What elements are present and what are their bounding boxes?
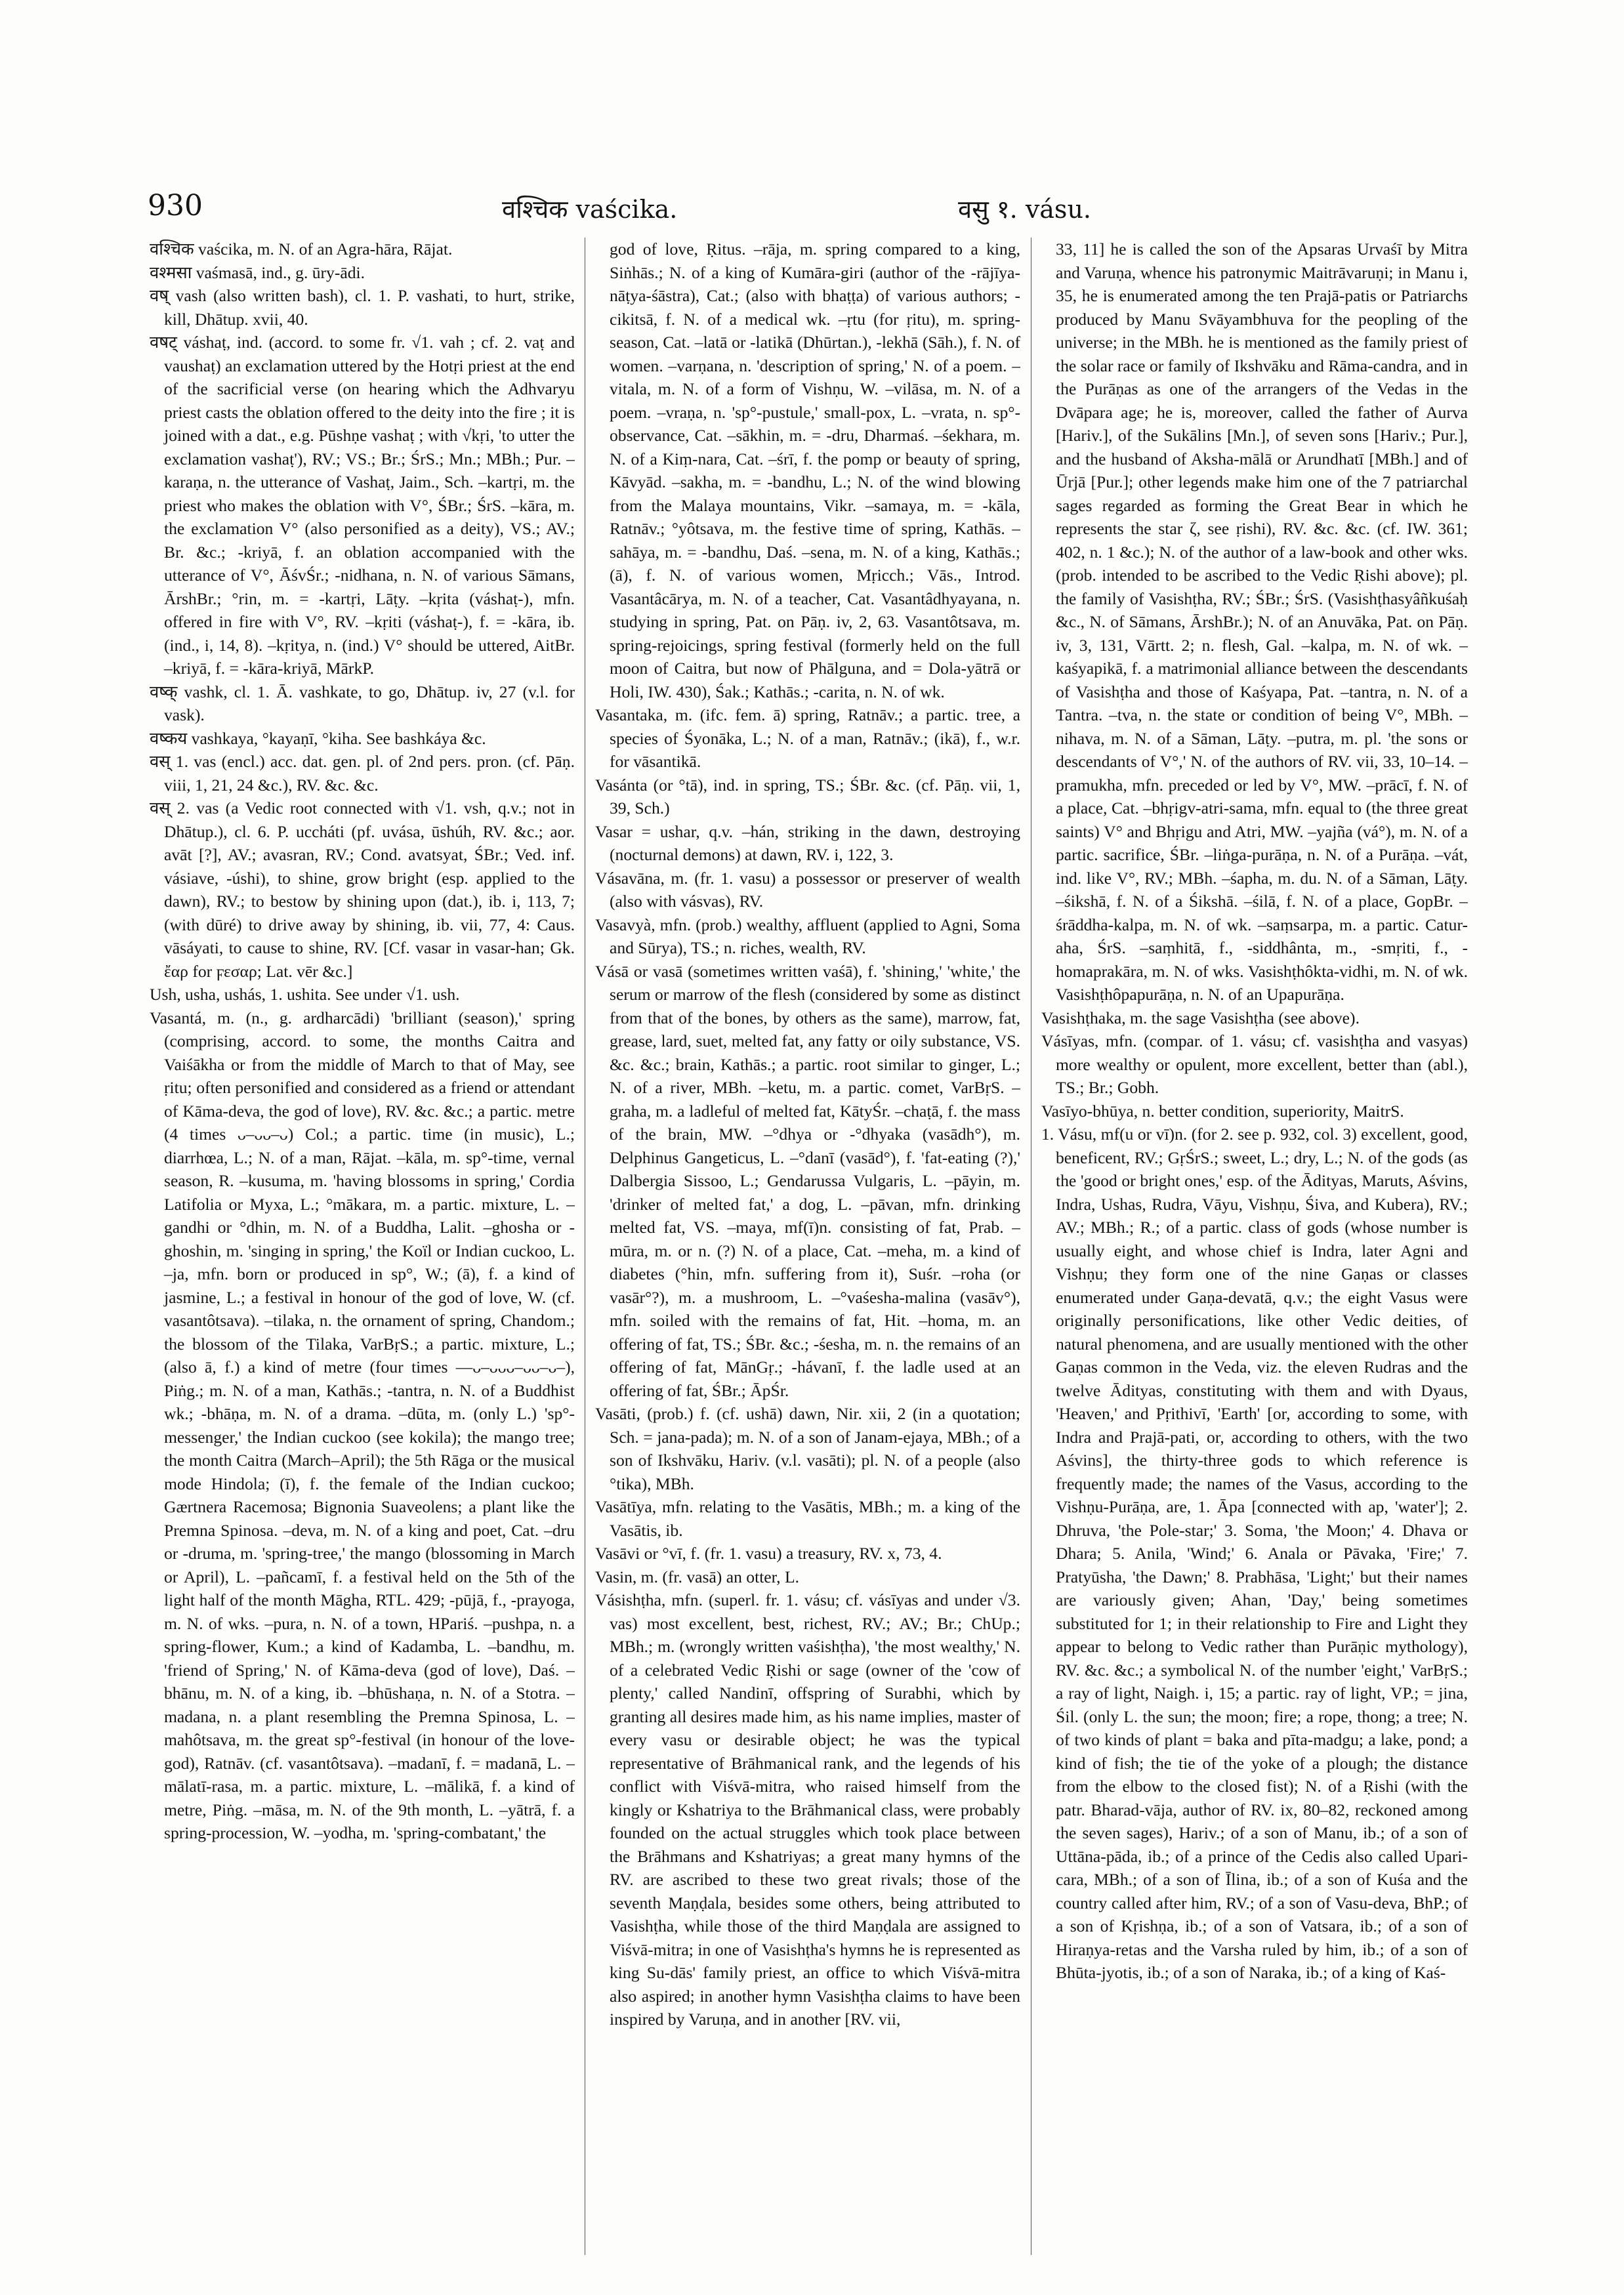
dictionary-entry: वस् 1. vas (encl.) acc. dat. gen. pl. of 2nd pers. pron. (cf. Pāṇ. viii, 1, 21, 24 &c.), RV. &c. &c. [150,752,575,795]
dictionary-entry: Ush, usha, ushás, 1. ushita. See under √1. ush. [150,985,460,1004]
dictionary-entry: 1. Vásu, mf(u or vī)n. (for 2. see p. 932, col. 3) excellent, good, beneficent, RV.; GṛŚrS.; sweet, L.; dry, L.; N. of the gods (as the 'good or bright ones,' esp. of the Ādityas, Maruts, Aśvins, Indra, Ushas, Rudra, Vāyu, Vishṇu, Śiva, and Kubera), RV.; AV.; MBh.; R.; of a partic. class of gods (whose number is usually eight, and whose chief is Indra, later Agni and Vishṇu; they form one of the nine Gaṇas or classes enumerated under Gaṇa-devatā, q.v.; the eight Vasus were originally personifications, like other Vedic deities, of natural phenomena, and are usually mentioned with the other Gaṇas common in the Veda, viz. the eleven Rudras and the twelve Ādityas, constituting with them and with Dyaus, 'Heaven,' and Pṛithivī, 'Earth' [or, according to some, with Indra and Prajā-pati, or, according to others, with the two Aśvins], the thirty-three gods to which reference is frequently made; the names of the Vasus, according to the Vishṇu-Purāṇa, are, 1. Āpa [connected with ap, 'water']; 2. Dhruva, 'the Pole-star;' 3. Soma, 'the Moon;' 4. Dhava or Dhara; 5. Anila, 'Wind;' 6. Anala or Pāvaka, 'Fire;' 7. Pratyūsha, 'the Dawn;' 8. Prabhāsa, 'Light;' but their names are variously given; Ahan, 'Day,' being sometimes substituted for 1; in their relationship to Fire and Light they appear to belong to Vedic rather than Purāṇic mythology), RV. &c. &c.; a symbolical N. of the number 'eight,' VarBṛS.; a ray of light, Naigh. i, 15; a partic. ray of light, VP.; = jina, Śil. (only L. the sun; the moon; fire; a rope, thong; a tree; N. of two kinds of plant = baka and pīta-madgu; a lake, pond; a kind of fish; the tie of the yoke of a plough; the distance from the elbow to the closed fist); N. of a Ṛishi (with the patr. Bharad-vāja, author of RV. ix, 80–82, reckoned among the seven sages), Hariv.; of a son of Manu, ib.; of a son of Uttāna-pāda, ib.; of a prince of the Cedis also called Upari-cara, MBh.; of a son of Īlina, ib.; of a son of Kuśa and the country called after him, RV.; of a son of Vasu-deva, BhP.; of a son of Kṛishṇa, ib.; of a son of Vatsara, ib.; of a son of Hiraṇya-retas and the Varsha ruled by him, ib.; of a son of Bhūta-jyotis, ib.; of a son of Naraka, ib.; of a king of Kaś- [1041,1125,1468,1982]
dictionary-entry: वषट् váshaṭ, ind. (accord. to some fr. √1. vah ; cf. 2. vaṭ and vaushaṭ) an exclamation uttered by the Hotṛi priest at the end of the sacrificial verse (on hearing which the Adhvaryu priest casts the oblation offered to the deity into the fire ; it is joined with a dat., e.g. Pūshṇe vashaṭ ; with √kṛi, 'to utter the exclamation vashaṭ'), RV.; VS.; Br.; ŚrS.; Mn.; MBh.; Pur. –karaṇa, n. the utterance of Vashaṭ, Jaim., Sch. –kartṛi, m. the priest who makes the oblation with V°, ŚBr.; ŚrS. –kāra, m. the exclamation V° (also personified as a deity), VS.; AV.; Br. &c.; -kriyā, f. an oblation accompanied with the utterance of V°, ĀśvŚr.; -nidhana, n. N. of various Sāmans, ĀrshBr.; °rin, m. = -kartṛi, Lāṭy. –kṛita (váshaṭ-), mfn. offered in fire with V°, RV. –kṛiti (váshaṭ-), f. = -kāra, ib. (ind., i, 14, 8). –kṛitya, n. (ind.) V° should be uttered, AitBr. –kriyā, f. = -kāra-kriyā, MārkP. [150,333,575,678]
page-number: 930 [148,189,203,222]
page-header [148,189,1480,228]
left-running-headword: वश्चिक vaścika. [502,195,678,224]
right-running-headword: वसु १. vásu. [958,195,1091,224]
dictionary-entry: वस् 2. vas (a Vedic root connected with √1. vsh, q.v.; not in Dhātup.), cl. 6. P. uccháti (pf. uvása, ūshúh, RV. &c.; aor. avāt [?], AV.; avasran, RV.; Cond. avatsyat, ŚBr.; Ved. inf. vásiave, -úshi), to shine, grow bright (esp. applied to the dawn), RV.; to bestow by shining upon (dat.), ib. i, 113, 7; (with dūré) to drive away by shining, ib. vii, 77, 4: Caus. vāsáyati, to cause to shine, RV. [Cf. vasar in vasar-han; Gk. ἔαρ for ϝεσαρ; Lat. vēr &c.] [150,798,575,981]
dictionary-entry: Vasánta (or °tā), ind. in spring, TS.; ŚBr. &c. (cf. Pāṇ. vii, 1, 39, Sch.) [595,775,1020,817]
dictionary-entry: Vásīyas, mfn. (compar. of 1. vásu; cf. vasishṭha and vasyas) more wealthy or opulent, more excellent, better than (abl.), TS.; Br.; Gobh. [1041,1031,1468,1097]
dictionary-entry: वश्चिक vaścika, m. N. of an Agra-hāra, Rājat. [150,239,453,258]
dictionary-entry: Vasāvi or °vī, f. (fr. 1. vasu) a treasury, RV. x, 73, 4. [595,1544,942,1563]
dictionary-entry: वष्क् vashk, cl. 1. Ā. vashkate, to go, Dhātup. iv, 27 (v.l. for vask). [150,682,575,724]
dictionary-entry: Vásā or vasā (sometimes written vaśā), f. 'shining,' 'white,' the serum or marrow of the flesh (considered by some as distinct from that of the bones, by others as the same), marrow, fat, grease, lard, suet, melted fat, any fatty or oily substance, VS. &c. &c.; brain, Kathās.; a partic. root similar to ginger, L.; N. of a river, MBh. –ketu, m. a partic. comet, VarBṛS. –graha, m. a ladleful of melted fat, KātyŚr. –chaṭā, f. the mass of the brain, MW. –°dhya or -°dhyaka (vasādh°), m. Delphinus Gangeticus, L. –°danī (vasād°), f. 'fat-eating (?),' Dalbergia Sissoo, L.; Gendarussa Vulgaris, L. –pāyin, m. 'drinker of melted fat,' a dog, L. –pāvan, mfn. drinking melted fat, VS. –maya, mf(ī)n. consisting of fat, Prab. –mūra, m. or n. (?) N. of a place, Cat. –meha, m. a kind of diabetes (°hin, mfn. suffering from it), Suśr. –roha (or vasār°?), m. a mushroom, L. –°vaśesha-malina (vasāv°), mfn. soiled with the remains of fat, Hit. –homa, m. an offering of fat, TS.; ŚBr. &c.; -śesha, m. n. the remains of an offering of fat, MānGṛ.; -hávanī, f. the ladle used at an offering of fat, ŚBr.; ĀpŚr. [595,961,1020,1400]
dictionary-entry: Vasin, m. (fr. vasā) an otter, L. [595,1567,799,1586]
dictionary-entry: Vasantaka, m. (ifc. fem. ā) spring, Ratnāv.; a partic. tree, a species of Śyonāka, L.; N. of a man, Ratnāv.; (ikā), f., w.r. for vāsantikā. [595,705,1020,771]
dictionary-entry: Vasishṭhaka, m. the sage Vasishṭha (see above). [1041,1008,1360,1027]
column-3 [1041,238,1468,2255]
dictionary-entry: Vasīyo-bhūya, n. better condition, superiority, MaitrS. [1041,1101,1404,1121]
dictionary-entry: Vásishṭha, mfn. (superl. fr. 1. vásu; cf. vásīyas and under √3. vas) most excellent, best, richest, RV.; AV.; Br.; ChUp.; MBh.; m. (wrongly written vaśishṭha), 'the most wealthy,' N. of a celebrated Vedic Ṛishi or sage (owner of the 'cow of plenty,' called Nandinī, offspring of Surabhi, which by granting all desires made him, as his name implies, master of every vasu or desirable object; he was the typical representative of Brāhmanical rank, and the legends of his conflict with Viśvā-mitra, who raised himself from the kingly or Kshatriya to the Brāhmanical class, were probably founded on the actual struggles which took place between the Brāhmans and Kshatriyas; a great many hymns of the RV. are ascribed to these two great rivals; those of the seventh Maṇḍala, besides some others, being attributed to Vasishṭha, while those of the third Maṇḍala are assigned to Viśvā-mitra; in one of Vasishṭha's hymns he is represented as king Su-dās' family priest, an office to which Viśvā-mitra also aspired; in another hymn Vasishṭha claims to have been inspired by Varuṇa, and in another [RV. vii, [595,1590,1020,2029]
column-1 [150,238,575,2255]
dictionary-entry: Vasar = ushar, q.v. –hán, striking in the dawn, destroying (nocturnal demons) at dawn, RV. i, 122, 3. [595,821,1020,864]
dictionary-entry: Vasātīya, mfn. relating to the Vasātis, MBh.; m. a king of the Vasātis, ib. [595,1497,1020,1540]
dictionary-entry: Vasāti, (prob.) f. (cf. ushā) dawn, Nir. xii, 2 (in a quotation; Sch. = jana-pada); m. N. of a son of Janam-ejaya, MBh.; of a son of Ikshvāku, Hariv. (v.l. vasāti); pl. N. of a people (also °tika), MBh. [595,1404,1020,1493]
dictionary-entry: Vasavyà, mfn. (prob.) wealthy, affluent (applied to Agni, Soma and Sūrya), TS.; n. riches, wealth, RV. [595,915,1020,957]
column-2 [595,238,1020,2255]
dictionary-entry: वष् vash (also written bash), cl. 1. P. vashati, to hurt, strike, kill, Dhātup. xvii, 40. [150,286,575,329]
dictionary-entry: वष्कय vashkaya, °kayaṇī, °kiha. See bashkáya &c. [150,728,486,748]
dictionary-entry-continued: 33, 11] he is called the son of the Apsaras Urvaśī by Mitra and Varuṇa, whence his patronymic Maitrāvaruṇi; in Manu i, 35, he is enumerated among the ten Prajā-patis or Patriarchs produced by Manu Svāyambhuva for the peopling of the universe; in the MBh. he is mentioned as the family priest of the solar race or family of Ikshvāku and Rāma-candra, and in the Purāṇas as one of the arrangers of the Vedas in the Dvāpara age; he is, moreover, called the father of Aurva [Hariv.], of the Sukālins [Mn.], of seven sons [Hariv.; Pur.], and the husband of Aksha-mālā or Arundhatī [MBh.] and of Ūrjā [Pur.]; other legends make him one of the 7 patriarchal sages regarded as forming the Great Bear in which he represents the star ζ, see ṛishi), RV. &c. &c. (cf. IW. 361; 402, n. 1 &c.); N. of the author of a law-book and other wks. (prob. intended to be ascribed to the Vedic Ṛishi above); pl. the family of Vasishṭha, RV.; ŚBr.; ŚrS. (Vasishṭhasyâñkuśaḥ &c., N. of Sāmans, ĀrshBr.); N. of an Anuvāka, Pat. on Pāṇ. iv, 3, 131, Vārtt. 2; n. flesh, Gal. –kalpa, m. N. of wk. –kaśyapikā, f. a matrimonial alliance between the descendants of Vasishṭha and those of Kaśyapa, Pat. –tantra, n. N. of a Tantra. –tva, n. the state or condition of being V°, MBh. –nihava, m. N. of a Sāman, Lāṭy. –putra, m. pl. 'the sons or descendants of V°,' N. of the authors of RV. vii, 33, 10–14. –pramukha, mfn. preceded or led by V°, MW. –prācī, f. N. of a place, Cat. –bhṛigv-atri-sama, mfn. equal to (the three great saints) V° and Bhṛigu and Atri, MW. –yajña (vá°), m. N. of a partic. sacrifice, ŚBr. –liṅga-purāṇa, n. N. of a Purāṇa. –vát, ind. like V°, RV.; MBh. –śapha, m. du. N. of a Sāman, Lāṭy. –śikshā, f. N. of a Śikshā. –śilā, f. N. of a place, GopBr. –śrāddha-kalpa, m. N. of wk. –saṃsarpa, m. a partic. Catur-aha, ŚrS. –saṃhitā, f., -siddhânta, m., -smṛiti, f., -homaprakāra, m. N. of wks. Vasishṭhôkta-vidhi, m. N. of wk. Vasishṭhôpapurāṇa, n. N. of an Upapurāṇa. [1056,239,1468,1004]
dictionary-entry-continued: god of love, Ṛitus. –rāja, m. spring compared to a king, Siṅhās.; N. of a king of Kumāra-giri (author of the -rājīya-nāṭya-śāstra), Cat.; (also with bhaṭṭa) of various authors; -cikitsā, f. N. of a medical wk. –ṛtu (for ṛitu), m. spring-season, Cat. –latā or -latikā (Dhūrtan.), -lekhā (Sāh.), f. N. of women. –varṇana, n. 'description of spring,' N. of a poem. –vitala, m. N. of a form of Vishṇu, W. –vilāsa, m. N. of a poem. –vraṇa, n. 'sp°-pustule,' small-pox, L. –vrata, n. sp°-observance, Cat. –sākhin, m. = -dru, Dharmaś. –śekhara, m. N. of a Kiṃ-nara, Cat. –śrī, f. the pomp or beauty of spring, Kāvyād. –sakha, m. = -bandhu, L.; N. of the wind blowing from the Malaya mountains, Vikr. –samaya, m. = -kāla, Ratnāv.; °yôtsava, m. the festive time of spring, Kathās. –sahāya, m. = -bandhu, Daś. –sena, m. N. of a king, Kathās.; (ā), f. N. of various women, Mṛicch.; Vās., Introd. Vasantâcārya, m. N. of a teacher, Cat. Vasantâdhyayana, n. studying in spring, Pat. on Pāṇ. iv, 2, 63. Vasantôtsava, m. spring-rejoicings, spring festival (formerly held on the full moon of Caitra, but now of Phālguna, and = Dola-yātrā or Holi, IW. 430), Śak.; Kathās.; -carita, n. N. of wk. [610,239,1020,701]
dictionary-entry: Vasantá, m. (n., g. ardharcādi) 'brilliant (season),' spring (comprising, accord. to some, the months Caitra and Vaiśākha or from the middle of March to that of May, see ṛitu; often personified and considered as a friend or attendant of Kāma-deva, the god of love), RV. &c. &c.; a partic. metre (4 times ᴗ–ᴗᴗ–ᴗ) Col.; a partic. time (in music), L.; diarrhœa, L.; N. of a man, Rājat. –kāla, m. sp°-time, vernal season, R. –kusuma, m. 'having blossoms in spring,' Cordia Latifolia or Myxa, L.; °mākara, m. a partic. mixture, L. –gandhi or °dhin, m. N. of a Buddha, Lalit. –ghosha or -ghoshin, m. 'singing in spring,' the Koïl or Indian cuckoo, L. –ja, mfn. born or produced in sp°, W.; (ā), f. a kind of jasmine, L.; a festival in honour of the god of love, W. (cf. vasantôtsava). –tilaka, n. the ornament of spring, Chandom.; the blossom of the Tilaka, VarBṛS.; a partic. mixture, L.; (also ā, f.) a kind of metre (four times ––ᴗ–ᴗᴗᴗ–ᴗᴗ–ᴗ–), Piṅg.; m. N. of a man, Kathās.; -tantra, n. N. of a Buddhist wk.; -bhāṇa, m. N. of a drama. –dūta, m. (only L.) 'sp°-messenger,' the Indian cuckoo (see kokila); the mango tree; the month Caitra (March–April); the 5th Rāga or the musical mode Hindola; (ī), f. the female of the Indian cuckoo; Gærtnera Racemosa; Bignonia Suaveolens; a plant like the Premna Spinosa. –deva, m. N. of a king and poet, Cat. –dru or -druma, m. 'spring-tree,' the mango (blossoming in March or April), L. –pañcamī, f. a festival held on the 5th of the light half of the month Māgha, RTL. 429; -pūjā, f., -prayoga, m. N. of wks. –pura, n. N. of a town, HPariś. –pushpa, n. a spring-flower, Kum.; a kind of Kadamba, L. –bandhu, m. 'friend of Spring,' N. of Kāma-deva (god of love), Daś. –bhānu, m. N. of a king, ib. –bhūshaṇa, n. N. of a Stotra. –madana, n. a plant resembling the Premna Spinosa, L. –mahôtsava, m. the great sp°-festival (in honour of the love-god), Ratnāv. (cf. vasantôtsava). –madanī, f. = madanā, L. –mālatī-rasa, m. a partic. mixture, L. –mālikā, f. a kind of metre, Piṅg. –māsa, m. N. of the 9th month, L. –yātrā, f. a spring-procession, W. –yodha, m. 'spring-combatant,' the [150,1008,575,1842]
dictionary-entry: वश्मसा vaśmasā, ind., g. ūry-ādi. [150,262,365,282]
dictionary-entry: Vásavāna, m. (fr. 1. vasu) a possessor or preserver of wealth (also with vásvas), RV. [595,868,1020,911]
